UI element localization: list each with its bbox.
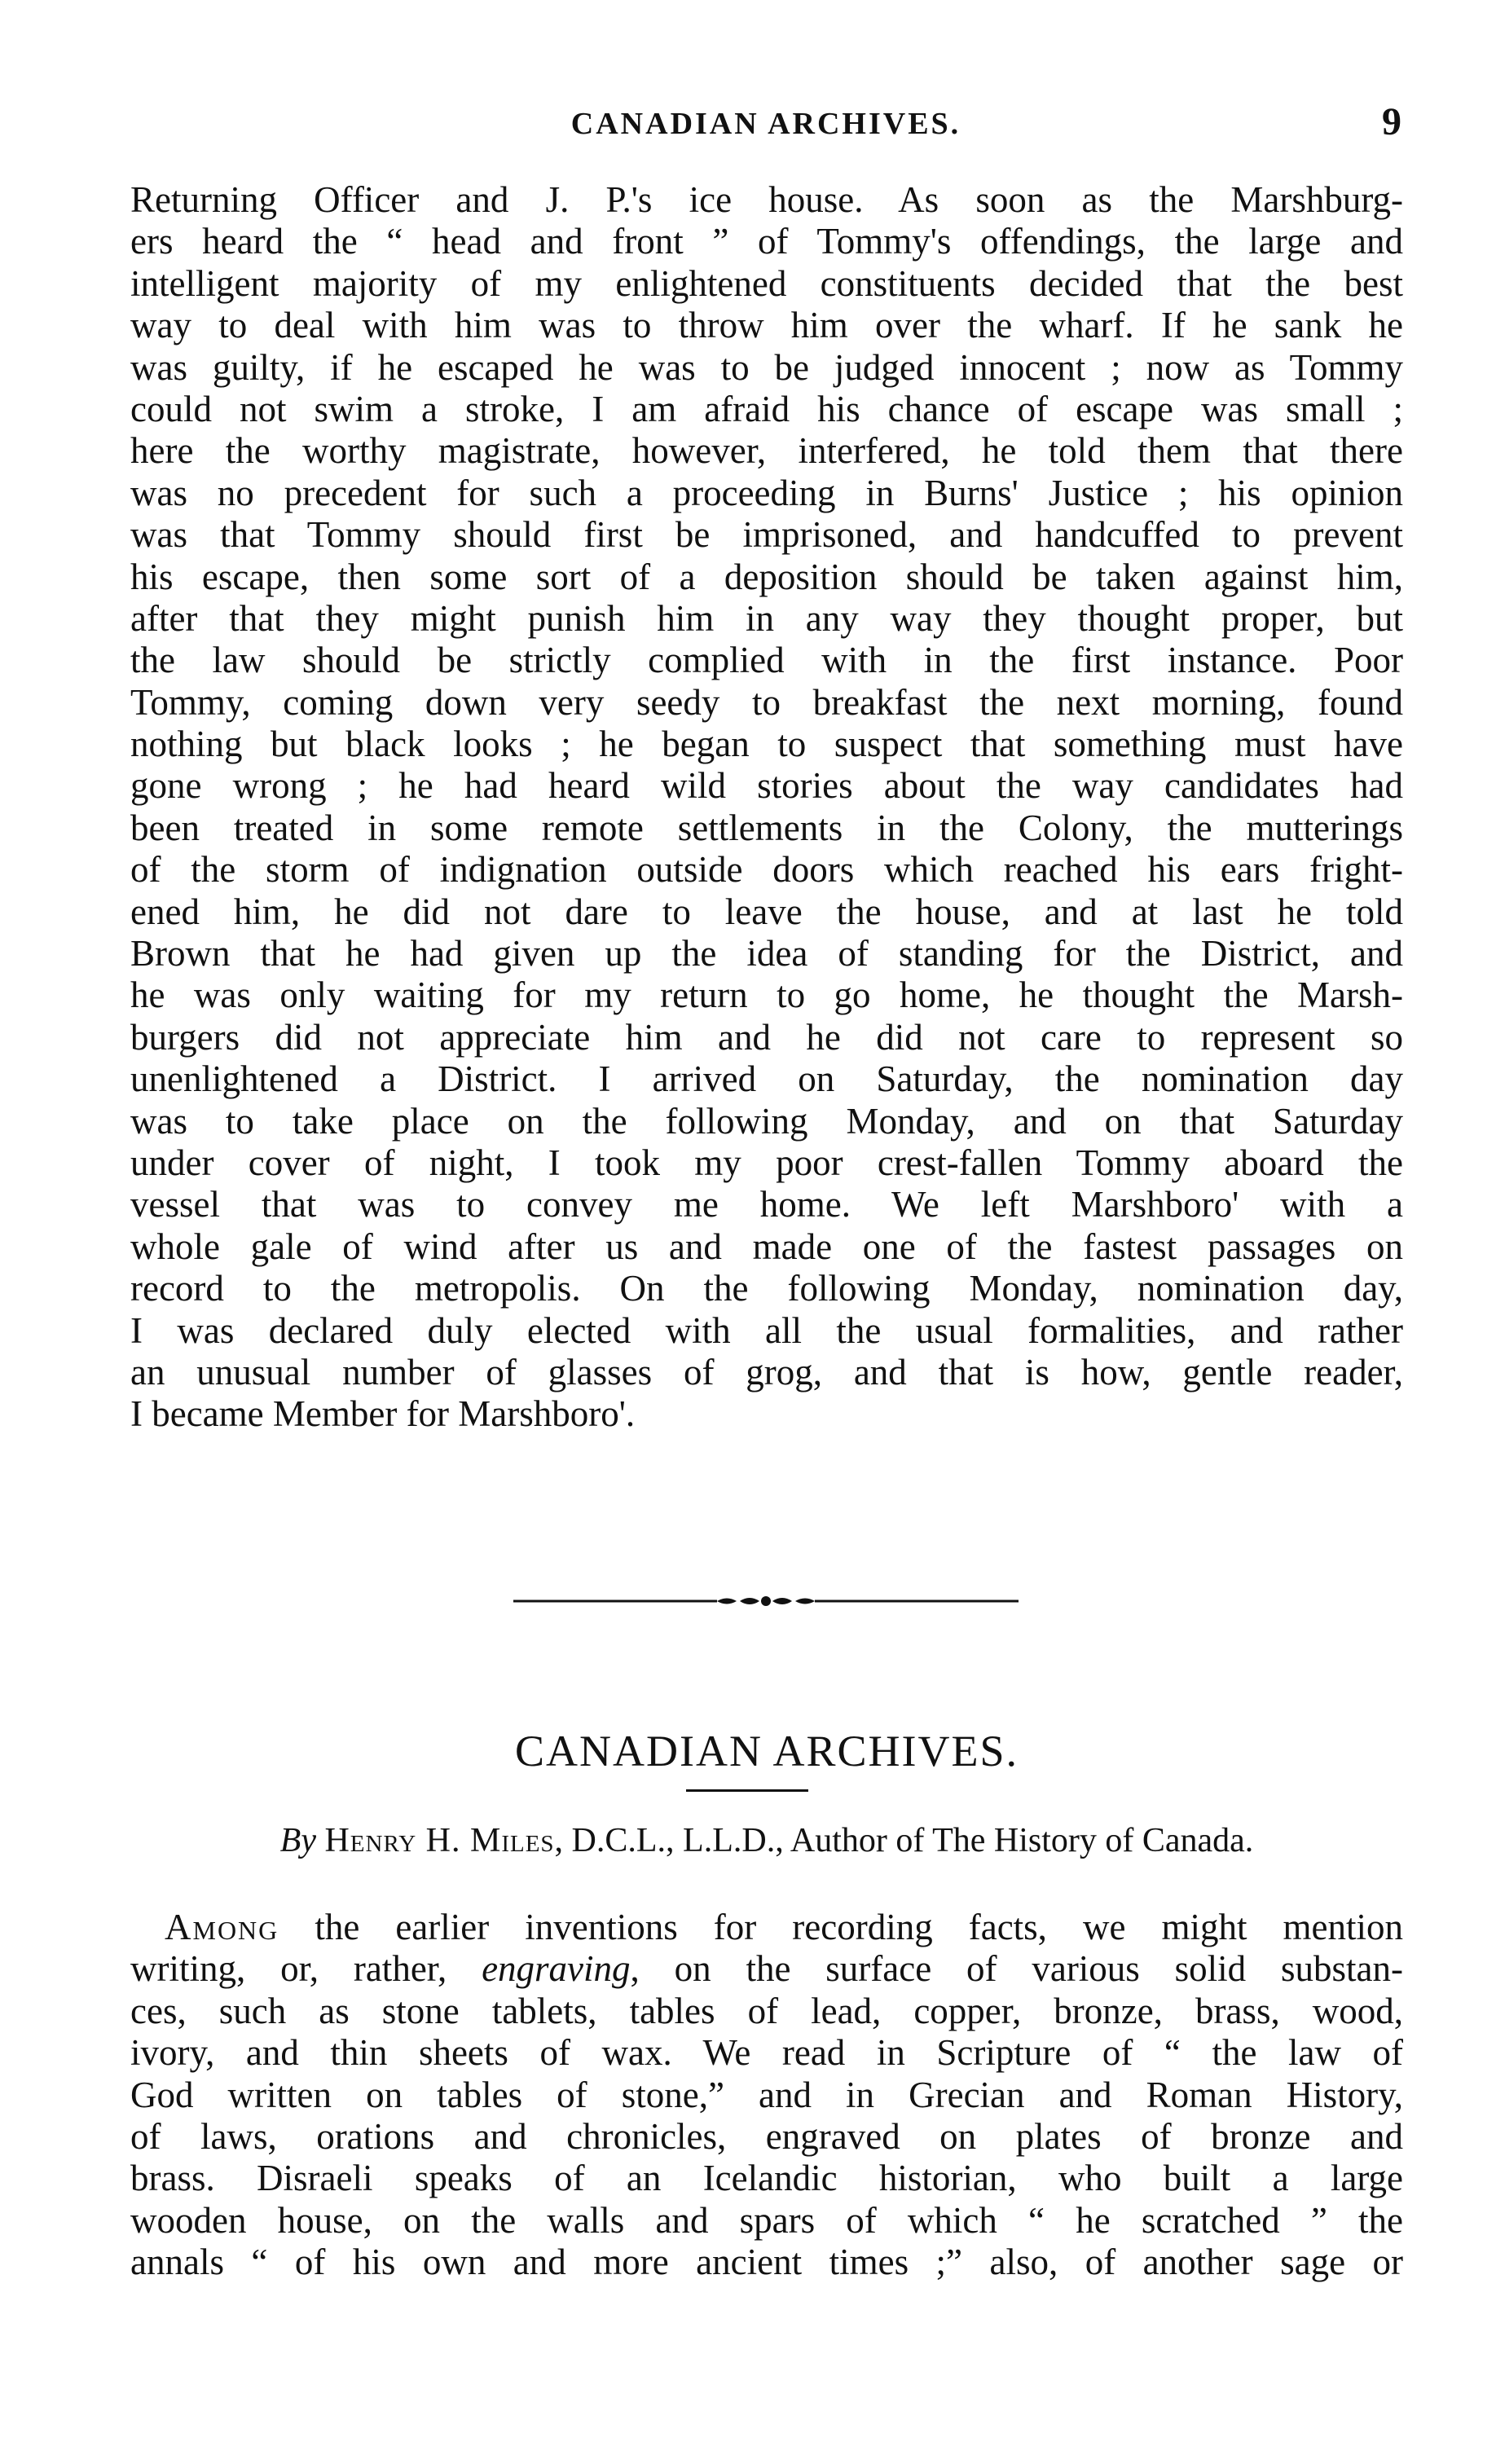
running-title: CANADIAN ARCHIVES. xyxy=(570,107,961,141)
text-line: record to the metropolis. On the following Monday, nomination day, xyxy=(130,1268,1403,1309)
text-line: nothing but black looks ; he began to suspect that something must have xyxy=(130,724,1403,765)
byline-credentials: , D.C.L., L.L.D., Author of The History of Canada. xyxy=(554,1822,1254,1859)
page-number: 9 xyxy=(1382,100,1401,143)
text-line: of the storm of indignation outside doors which reached his ears fright- xyxy=(130,849,1403,891)
continued-text-block xyxy=(130,179,1403,1436)
text-span: , on the surface of various solid substan- xyxy=(630,1948,1403,1990)
text-line: burgers did not appreciate him and he did not care to represent so xyxy=(130,1016,1403,1058)
text-line: Brown that he had given up the idea of standing for the District, and xyxy=(130,933,1403,975)
running-head xyxy=(130,96,1401,153)
text-line: the law should be strictly complied with in the first instance. Poor xyxy=(130,640,1403,681)
text-line: wooden house, on the walls and spars of which “ he scratched ” the xyxy=(130,2199,1403,2241)
text-line: brass. Disraeli speaks of an Icelandic historian, who built a large xyxy=(130,2158,1403,2199)
text-line: here the worthy magistrate, however, interfered, he told them that there xyxy=(130,430,1403,472)
section-divider-ornament xyxy=(513,1593,1019,1609)
text-line: of laws, orations and chronicles, engraved on plates of bronze and xyxy=(130,2115,1403,2157)
italic-word: engraving xyxy=(482,1948,631,1990)
text-line: whole gale of wind after us and made one of the fastest passages on xyxy=(130,1225,1403,1267)
text-line: annals “ of his own and more ancient times ;” also, of another sage or xyxy=(130,2242,1403,2283)
text-line: Tommy, coming down very seedy to breakfast the next morning, found xyxy=(130,681,1403,723)
text-line: was to take place on the following Monday, and on that Saturday xyxy=(130,1100,1403,1142)
text-line: he was only waiting for my return to go home, he thought the Marsh- xyxy=(130,975,1403,1016)
text-line: was no precedent for such a proceeding in Burns' Justice ; his opinion xyxy=(130,472,1403,513)
article-text-block xyxy=(130,1907,1403,2284)
text-line: way to deal with him was to throw him over the wharf. If he sank he xyxy=(130,305,1403,346)
text-line: unenlightened a District. I arrived on Saturday, the nomination day xyxy=(130,1058,1403,1100)
text-line: could not swim a stroke, I am afraid his chance of escape was small ; xyxy=(130,388,1403,429)
text-line: under cover of night, I took my poor crest-fallen Tommy aboard the xyxy=(130,1142,1403,1183)
text-line: ers heard the “ head and front ” of Tommy's offendings, the large and xyxy=(130,221,1403,262)
text-line: I was declared duly elected with all the usual formalities, and rather xyxy=(130,1309,1403,1351)
text-line xyxy=(130,1948,1403,1990)
text-line: vessel that was to convey me home. We left Marshboro' with a xyxy=(130,1184,1403,1225)
text-line: ened him, he did not dare to leave the house, and at last he told xyxy=(130,891,1403,932)
text-line xyxy=(130,1907,1403,1948)
text-line: was that Tommy should first be imprisoned, and handcuffed to prevent xyxy=(130,514,1403,556)
text-line: ces, such as stone tablets, tables of lead, copper, bronze, brass, wood, xyxy=(130,1990,1403,2031)
text-line: after that they might punish him in any way they thought proper, but xyxy=(130,597,1403,639)
text-line: I became Member for Marshboro'. xyxy=(130,1393,636,1435)
text-line: gone wrong ; he had heard wild stories about the way candidates had xyxy=(130,765,1403,807)
text-line: was guilty, if he escaped he was to be judged innocent ; now as Tommy xyxy=(130,346,1403,388)
text-line: his escape, then some sort of a deposition should be taken against him, xyxy=(130,556,1403,597)
byline-author: Henry H. Miles xyxy=(324,1822,555,1859)
text-line: Returning Officer and J. P.'s ice house. As soon as the Marshburg- xyxy=(130,179,1403,220)
text-line: an unusual number of glasses of grog, and that is how, gentle reader, xyxy=(130,1351,1403,1393)
opening-word: Among xyxy=(165,1907,279,1947)
text-line: been treated in some remote settlements in the Colony, the mutterings xyxy=(130,807,1403,848)
text-line: God written on tables of stone,” and in Grecian and Roman History, xyxy=(130,2074,1403,2115)
text-span: the earlier inventions for recording facts, we might mention xyxy=(279,1907,1403,1947)
text-line: intelligent majority of my enlightened constituents decided that the best xyxy=(130,262,1403,304)
text-span: writing, or, rather, xyxy=(130,1948,482,1990)
text-line: ivory, and thin sheets of wax. We read in Scripture of “ the law of xyxy=(130,2032,1403,2074)
byline xyxy=(130,1821,1403,1860)
byline-by: By xyxy=(279,1822,316,1859)
title-rule xyxy=(686,1789,808,1792)
section-title: CANADIAN ARCHIVES. xyxy=(514,1727,1019,1775)
